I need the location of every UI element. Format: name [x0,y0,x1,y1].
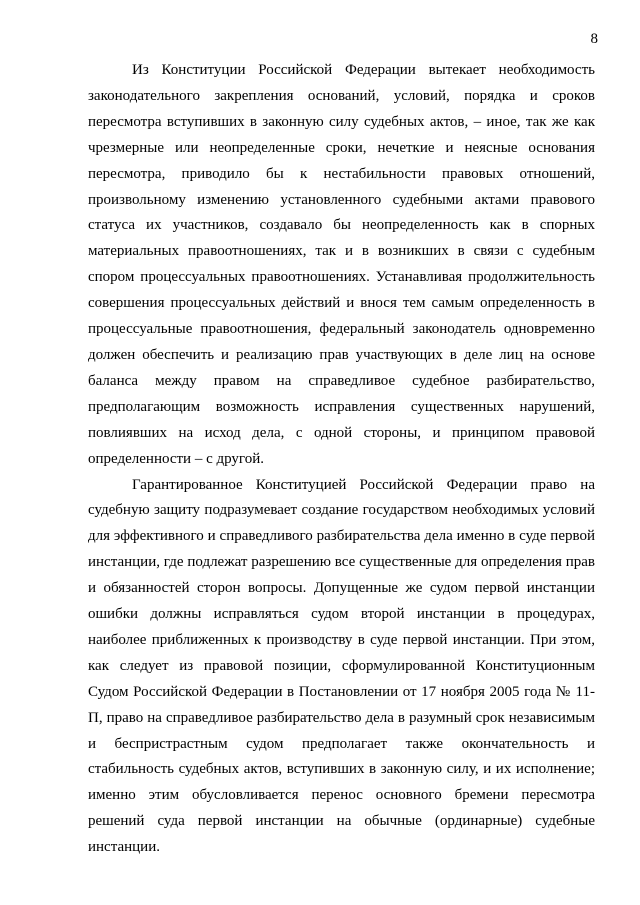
page-number: 8 [590,31,598,47]
document-body [88,58,595,861]
paragraph-2: Гарантированное Конституцией Российской Федерации право на судебную защиту подразумевает создание государством необходимых условий для эффективного и справедливого разбирательства дела именно в суде первой инстанции, где подлежат разрешению все существенные для определения прав и обязанностей сторон вопросы. Допущенные же судом первой инстанции ошибки должны исправляться судом второй инстанции в процедурах, наиболее приближенных к производству в суде первой инстанции. При этом, как следует из правовой позиции, сформулированной Конституционным Судом Российской Федерации в Постановлении от 17 ноября 2005 года № 11-П, право на справедливое разбирательство дела в разумный срок независимым и беспристрастным судом предполагает также окончательность и стабильность судебных актов, вступивших в законную силу, и их исполнение; именно этим обусловливается перенос основного бремени пересмотра решений суда первой инстанции на обычные (ординарные) судебные инстанции. [88,476,595,856]
paragraph-1: Из Конституции Российской Федерации вытекает необходимость законодательного закрепления оснований, условий, порядка и сроков пересмотра вступивших в законную силу судебных актов, – иное, так же как чрезмерные или неопределенные сроки, нечеткие и неясные основания пересмотра, приводило бы к нестабильности правовых отношений, произвольному изменению установленного судебными актами правового статуса их участников, создавало бы неопределенность как в спорных материальных правоотношениях, так и в возникших в связи с судебным спором процессуальных правоотношениях. Устанавливая продолжительность совершения процессуальных действий и внося тем самым определенность в процессуальные правоотношения, федеральный законодатель одновременно должен обеспечить и реализацию прав участвующих в деле лиц на основе баланса между правом на справедливое судебное разбирательство, предполагающим возможность исправления существенных нарушений, повлиявших на исход дела, с одной стороны, и принципом правовой определенности – с другой. [88,62,595,467]
